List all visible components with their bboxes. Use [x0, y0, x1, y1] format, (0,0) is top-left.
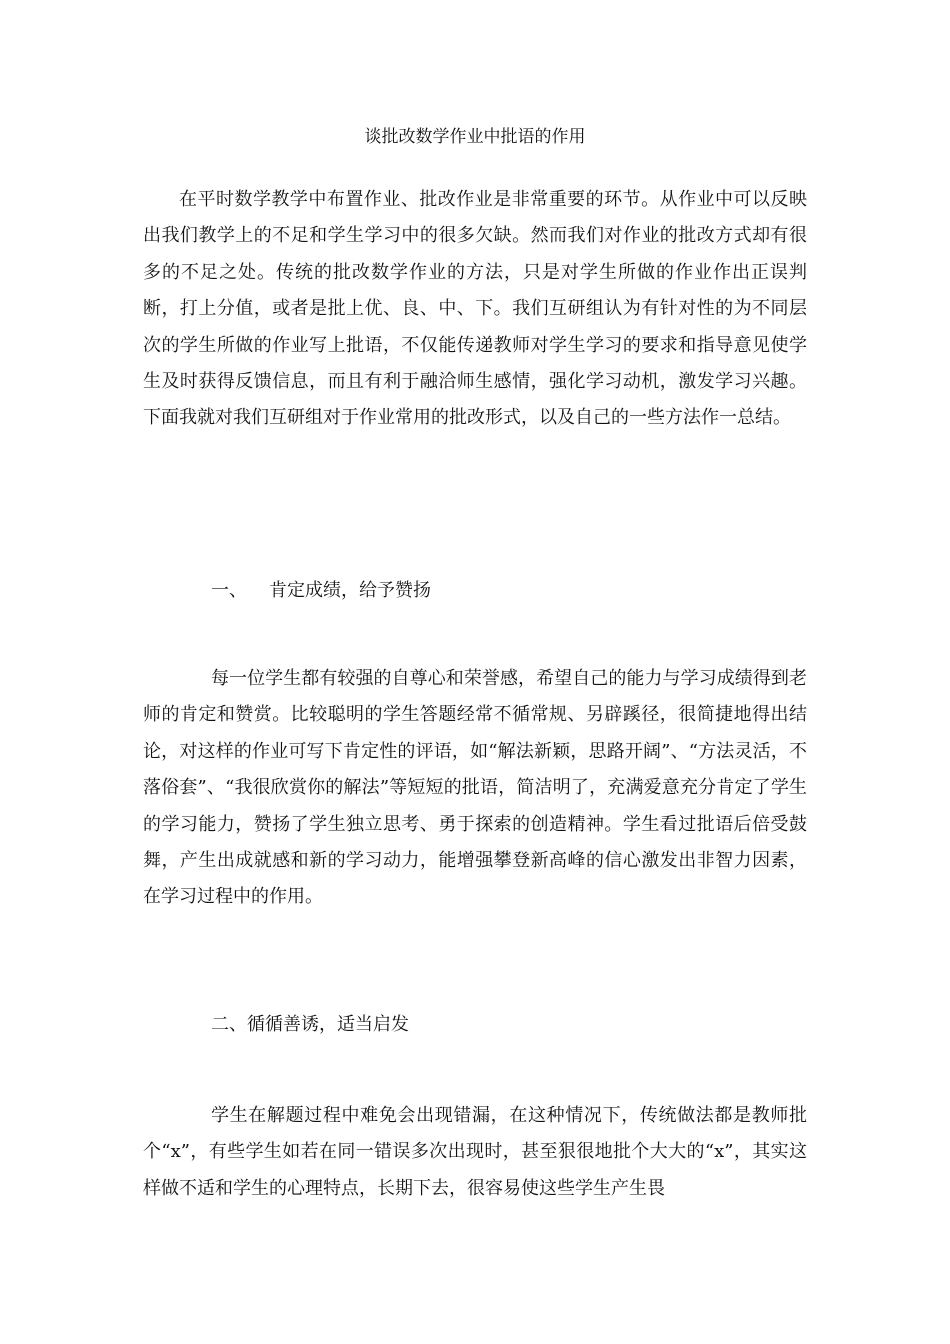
section-1-paragraph: 每一位学生都有较强的自尊心和荣誉感，希望自己的能力与学习成绩得到老师的肯定和赞赏。比较聪明的学生答题经常不循常规、另辟蹊径，很简捷地得出结论，对这样的作业可写下肯定性的评语，如“解法新颖，思路开阔”、“方法灵活，不落俗套”、“我很欣赏你的解法”等短短的批语，简洁明了，充满爱意充分肯定了学生的学习能力，赞扬了学生独立思考、勇于探索的创造精神。学生看过批语后倍受鼓舞，产生出成就感和新的学习动力，能增强攀登新高峰的信心激发出非智力因素，在学习过程中的作用。 [143, 668, 807, 908]
intro-paragraph: 在平时数学教学中布置作业、批改作业是非常重要的环节。从作业中可以反映出我们教学上的不足和学生学习中的很多欠缺。然而我们对作业的批改方式却有很多的不足之处。传统的批改数学作业的方法，只是对学生所做的作业作出正误判断，打上分值，或者是批上优、良、中、下。我们互研组认为有针对性的为不同层次的学生所做的作业写上批语，不仅能传递教师对学生学习的要求和指导意见使学生及时获得反馈信息，而且有利于融洽师生感情，强化学习动机，激发学习兴趣。下面我就对我们互研组对于作业常用的批改形式，以及自己的一些方法作一总结。 [143, 189, 807, 429]
section-2-heading: 二、循循善诱，适当启发 [211, 1014, 409, 1035]
document-title: 谈批改数学作业中批语的作用 [364, 127, 586, 147]
section-1-heading [211, 576, 431, 606]
section-1-title: 肯定成绩，给予赞扬 [269, 580, 431, 601]
section-1-number: 一、 [211, 580, 247, 601]
section-2-paragraph: 学生在解题过程中难免会出现错漏，在这种情况下，传统做法都是教师批个“x”，有些学生如若在同一错误多次出现时，甚至狠很地批个大大的“x”，其实这样做不适和学生的心理特点，长期下去，很容易使这些学生产生畏 [143, 1105, 807, 1199]
